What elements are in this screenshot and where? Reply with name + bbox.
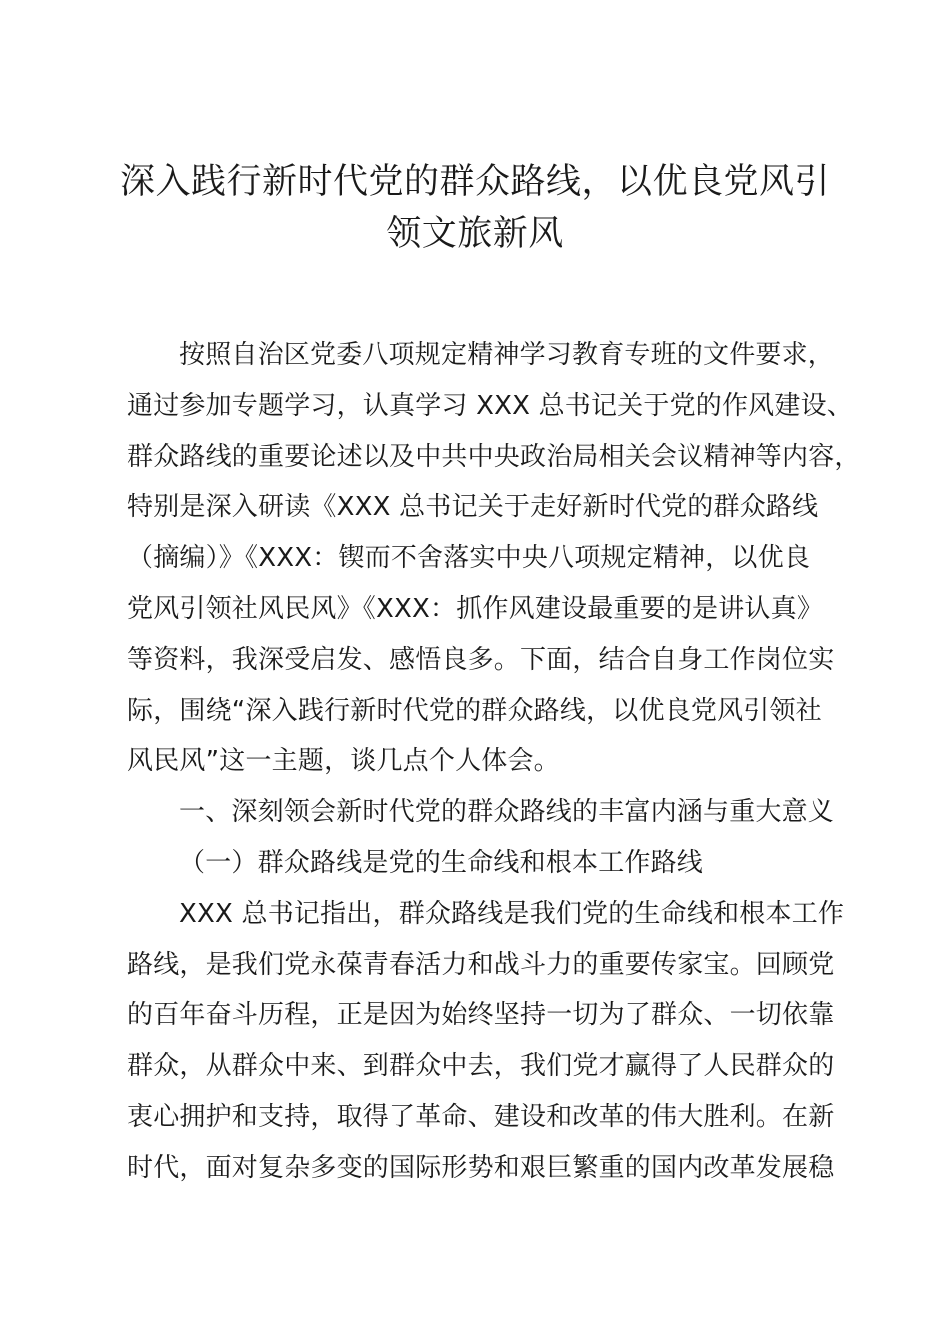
paragraph-line: 的百年奋斗历程，正是因为始终坚持一切为了群众、一切依靠: [127, 1000, 835, 1031]
subsection-heading: （一）群众路线是党的生命线和根本工作路线: [179, 847, 704, 878]
title-line: 深入践行新时代党的群众路线，以优良党风引: [119, 162, 830, 202]
paragraph-line: 通过参加专题学习，认真学习 XXX 总书记关于党的作风建设、: [127, 390, 853, 421]
paragraph-line: 时代，面对复杂多变的国际形势和艰巨繁重的国内改革发展稳: [127, 1152, 835, 1183]
paragraph-line: 群众，从群众中来、到群众中去，我们党才赢得了人民群众的: [127, 1051, 835, 1082]
paragraph-line: 际，围绕“深入践行新时代党的群众路线，以优良党风引领社: [127, 695, 822, 726]
paragraph-line: 风民风”这一主题，谈几点个人体会。: [127, 746, 560, 777]
paragraph-line: 等资料，我深受启发、感悟良多。下面，结合自身工作岗位实: [127, 644, 835, 675]
paragraph-line: 路线，是我们党永葆青春活力和战斗力的重要传家宝。回顾党: [127, 949, 835, 980]
paragraph-line: XXX 总书记指出，群众路线是我们党的生命线和根本工作: [179, 898, 845, 929]
title-line: 领文旅新风: [386, 214, 564, 254]
paragraph-line: 按照自治区党委八项规定精神学习教育专班的文件要求，: [179, 340, 835, 370]
paragraph-line: 群众路线的重要论述以及中共中央政治局相关会议精神等内容，: [127, 441, 861, 472]
document-body: [127, 330, 861, 1194]
paragraph-line: （摘编）》《XXX：锲而不舍落实中央八项规定精神，以优良: [127, 543, 811, 574]
paragraph-line: 特别是深入研读《XXX 总书记关于走好新时代党的群众路线: [127, 492, 819, 523]
section-heading: 一、深刻领会新时代党的群众路线的丰富内涵与重大意义: [179, 797, 835, 828]
document-title: [100, 156, 850, 260]
paragraph-line: 党风引领社风民风》《XXX：抓作风建设最重要的是讲认真》: [127, 593, 824, 624]
paragraph-line: 衷心拥护和支持，取得了革命、建设和改革的伟大胜利。在新: [127, 1101, 835, 1132]
